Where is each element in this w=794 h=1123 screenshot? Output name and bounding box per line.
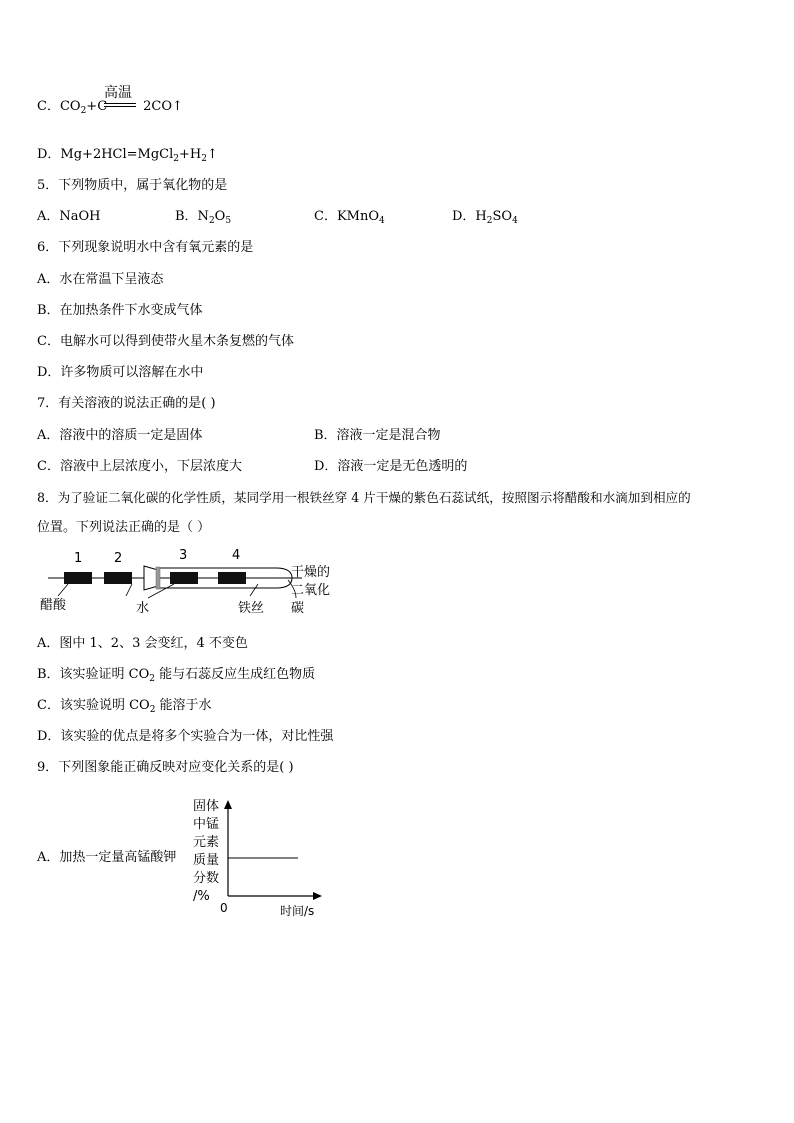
origin-label: 0: [220, 901, 228, 915]
y-label-line-3: 元素: [193, 835, 220, 850]
litmus-experiment-figure: [40, 546, 360, 616]
label-gas-line2: 二氧化: [291, 583, 331, 598]
y-label-line-1: 固体: [193, 799, 220, 814]
q7-option-b: B．溶液一定是混合物: [314, 428, 441, 443]
label-4: 4: [232, 548, 241, 563]
q6-option-c: C．电解水可以得到使带火星木条复燃的气体: [37, 334, 294, 349]
litmus-paper-2: [104, 572, 132, 584]
q9-stem: 9．下列图象能正确反映对应变化关系的是( ): [37, 760, 294, 775]
q5-option-a: A．NaOH: [37, 209, 101, 224]
q8-option-d: D．该实验的优点是将多个实验合为一体，对比性强: [37, 729, 334, 744]
q7-stem: 7．有关溶液的说法正确的是( ): [37, 396, 216, 411]
q5-option-b: B．$N_2O_5$: [175, 209, 232, 226]
q4-option-d: D．$Mg+2HCl=MgCl_2+H_2↑$: [37, 147, 218, 164]
reaction-condition: 高温: [104, 85, 132, 101]
litmus-paper-4: [218, 572, 246, 584]
label-acid: 醋酸: [40, 598, 67, 613]
litmus-paper-1: [64, 572, 92, 584]
x-axis-arrow: [313, 892, 322, 900]
q8-stem-line2: 位置。下列说法正确的是（ ）: [37, 520, 211, 535]
q8-option-c: C．该实验说明 $CO_2$ 能溶于水: [37, 698, 212, 715]
q6-stem: 6．下列现象说明水中含有氧元素的是: [37, 240, 254, 255]
label-gas-line3: 碳: [291, 601, 305, 616]
label-wire: 铁丝: [238, 601, 265, 616]
x-axis-label: 时间/s: [280, 904, 315, 918]
q5-stem: 5．下列物质中，属于氧化物的是: [37, 178, 228, 193]
label-water: 水: [136, 601, 150, 616]
q9-graph-a: [190, 796, 330, 924]
label-2: 2: [114, 551, 123, 566]
q5-option-c: C．KMnO$_4$: [314, 209, 385, 226]
y-label-line-5: 分数: [193, 871, 220, 886]
q6-option-d: D．许多物质可以溶解在水中: [37, 365, 204, 380]
q7-option-c: C．溶液中上层浓度小，下层浓度大: [37, 459, 242, 474]
label-3: 3: [179, 548, 188, 563]
q8-option-a: A．图中 1、2、3 会变红，4 不变色: [37, 636, 248, 651]
q6-option-b: B．在加热条件下水变成气体: [37, 303, 203, 318]
q8-option-b: B．该实验证明 $CO_2$ 能与石蕊反应生成红色物质: [37, 667, 316, 684]
q6-option-a: A．水在常温下呈液态: [37, 272, 164, 287]
q5-option-d: D．$H_2SO_4$: [452, 209, 518, 226]
q7-option-d: D．溶液一定是无色透明的: [314, 459, 468, 474]
q9-option-a: A．加热一定量高锰酸钾: [37, 850, 177, 865]
y-axis-arrow: [224, 800, 232, 809]
y-label-line-6: /%: [193, 889, 210, 904]
q7-option-a: A．溶液中的溶质一定是固体: [37, 428, 203, 443]
label-gas-line1: 干燥的: [291, 565, 331, 580]
equals-sign: [104, 103, 136, 107]
stopper-ring: [156, 567, 160, 589]
litmus-paper-3: [170, 572, 198, 584]
q8-stem-line1: 8．为了验证二氧化碳的化学性质，某同学用一根铁丝穿 4 片干燥的紫色石蕊试纸，按照图示将醋酸和水滴加到相应的: [37, 490, 691, 505]
q4-option-c: C．$CO_2+C$ 2CO↑: [37, 99, 183, 116]
y-label-line-2: 中锰: [193, 817, 220, 832]
y-label-line-4: 质量: [193, 853, 220, 868]
label-1: 1: [74, 551, 83, 566]
